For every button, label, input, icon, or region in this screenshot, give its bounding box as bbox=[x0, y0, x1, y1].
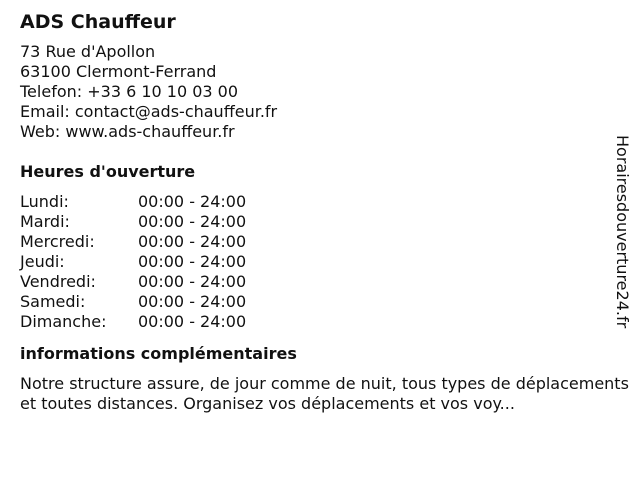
hours-row-monday bbox=[20, 192, 620, 212]
day-label: Dimanche: bbox=[20, 312, 107, 331]
hours-row-sunday bbox=[20, 312, 620, 332]
time-range: 00:00 - 24:00 bbox=[138, 252, 247, 271]
website-link[interactable]: Web: www.ads-chauffeur.fr bbox=[20, 122, 235, 141]
time-range: 00:00 - 24:00 bbox=[138, 292, 247, 311]
day-label: Samedi: bbox=[20, 292, 86, 311]
address-line-2: 63100 Clermont-Ferrand bbox=[20, 62, 217, 81]
hours-row-saturday bbox=[20, 292, 620, 312]
time-range: 00:00 - 24:00 bbox=[138, 312, 247, 331]
additional-info-text: Notre structure assure, de jour comme de nuit, tous types de déplacements et toutes distances. Organisez vos déplacements et vos voy... bbox=[20, 374, 629, 413]
hours-row-tuesday bbox=[20, 212, 620, 232]
day-label: Mardi: bbox=[20, 212, 70, 231]
opening-hours-table bbox=[20, 192, 620, 332]
hours-row-friday bbox=[20, 272, 620, 292]
time-range: 00:00 - 24:00 bbox=[138, 212, 247, 231]
opening-hours-title: Heures d'ouverture bbox=[20, 162, 196, 181]
phone-number[interactable]: Telefon: +33 6 10 10 03 00 bbox=[20, 82, 239, 101]
hours-row-wednesday bbox=[20, 232, 620, 252]
additional-info-title: informations complémentaires bbox=[20, 344, 297, 363]
email-address[interactable]: Email: contact@ads-chauffeur.fr bbox=[20, 102, 278, 121]
day-label: Mercredi: bbox=[20, 232, 95, 251]
address-line-1: 73 Rue d'Apollon bbox=[20, 42, 156, 61]
day-label: Jeudi: bbox=[20, 252, 65, 271]
side-brand-watermark: Horairesdouverture24.fr bbox=[613, 135, 632, 329]
time-range: 00:00 - 24:00 bbox=[138, 232, 247, 251]
hours-row-thursday bbox=[20, 252, 620, 272]
business-name: ADS Chauffeur bbox=[20, 11, 176, 33]
day-label: Vendredi: bbox=[20, 272, 96, 291]
day-label: Lundi: bbox=[20, 192, 69, 211]
time-range: 00:00 - 24:00 bbox=[138, 272, 247, 291]
time-range: 00:00 - 24:00 bbox=[138, 192, 247, 211]
